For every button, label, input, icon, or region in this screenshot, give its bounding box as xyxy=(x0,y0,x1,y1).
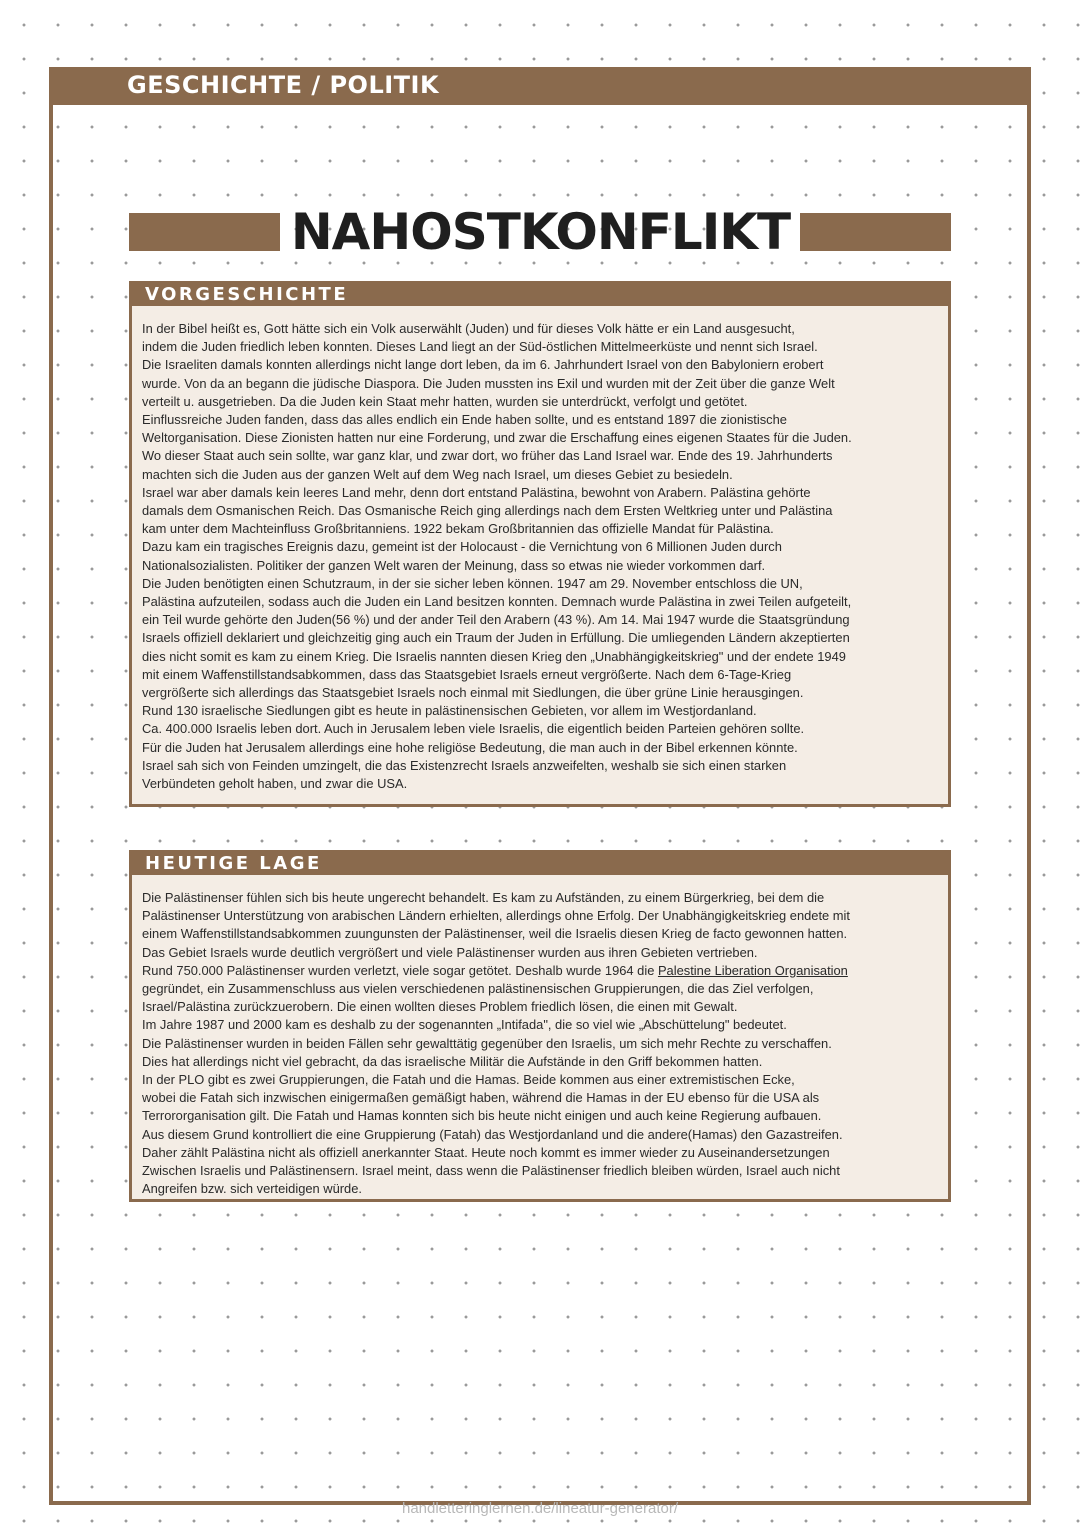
text-line xyxy=(142,1180,938,1198)
text-line xyxy=(142,925,938,943)
text-line-content: Aus diesem Grund kontrolliert die eine Gruppierung (Fatah) das Westjordanland und die andere(Hamas) den Gazastreifen. xyxy=(142,1126,843,1142)
text-line-content: vergrößerte sich allerdings das Staatsgebiet Israels noch einmal mit Siedlungen, die über grüne Linie herausgingen. xyxy=(142,685,804,701)
text-line xyxy=(142,944,938,962)
subject-header-bar xyxy=(49,67,1031,105)
text-line-content: In der PLO gibt es zwei Gruppierungen, die Fatah und die Hamas. Beide kommen aus einer extremistischen Ecke, xyxy=(142,1072,795,1088)
text-line xyxy=(142,629,938,647)
text-line-content: Dazu kam ein tragisches Ereignis dazu, gemeint ist der Holocaust - die Vernichtung von 6 Millionen Juden durch xyxy=(142,539,782,555)
text-line xyxy=(142,393,938,411)
text-line xyxy=(142,889,938,907)
title-decor-right xyxy=(800,213,951,251)
text-line xyxy=(142,907,938,925)
section-heading: VORGESCHICHTE xyxy=(132,284,948,306)
text-line-content: Israel sah sich von Feinden umzingelt, die das Existenzrecht Israels anzweifelten, weshalb sie sich einen starken xyxy=(142,757,787,773)
text-line-content: Daher zählt Palästina nicht als offiziell anerkannter Staat. Heute noch kommt es immer wieder zu Auseinandersetzungen xyxy=(142,1144,830,1160)
text-line xyxy=(142,575,938,593)
plo-link[interactable]: Palestine Liberation Organisation xyxy=(657,962,848,978)
text-line-content: Palästina aufzuteilen, sodass auch die Juden ein Land besitzen konnten. Demnach wurde Palästina in zwei Teilen aufgeteilt, xyxy=(142,594,852,610)
text-line-content: Israel war aber damals kein leeres Land mehr, denn dort entstand Palästina, bewohnt von Arabern. Palästina gehörte xyxy=(142,484,811,500)
text-line xyxy=(142,1162,938,1180)
text-line xyxy=(142,1144,938,1162)
text-line-content: einem Waffenstillstandsabkommen zuungunsten der Palästinenser, weil die Israelis diesen Krieg de facto gewonnen hatten. xyxy=(142,926,848,942)
text-line xyxy=(142,1071,938,1089)
text-line xyxy=(142,720,938,738)
text-line xyxy=(142,447,938,465)
text-line xyxy=(142,466,938,484)
text-line xyxy=(142,757,938,775)
section-vorgeschichte xyxy=(129,281,951,807)
title-decor-left xyxy=(129,213,280,251)
text-line-content: Israel/Palästina zurückzuerobern. Die einen wollten dieses Problem friedlich lösen, die einen mit Gewalt. xyxy=(142,999,738,1015)
text-line xyxy=(142,998,938,1016)
text-line xyxy=(142,1016,938,1034)
text-line-content: Das Gebiet Israels wurde deutlich vergrößert und viele Palästinenser wurden aus ihren Gebieten vertrieben. xyxy=(142,944,758,960)
text-line-content: gegründet, ein Zusammenschluss aus vielen verschiedenen palästinensischen Gruppierungen, die das Ziel verfolgen, xyxy=(142,981,814,997)
text-line-content: Palästinenser Unterstützung von arabischen Ländern erhielten, allerdings ohne Erfolg. Der Unabhängigkeitskrieg endete mit xyxy=(142,908,850,924)
text-line xyxy=(142,775,938,793)
text-line xyxy=(142,702,938,720)
text-line xyxy=(142,1035,938,1053)
text-line-content: kam unter dem Machteinfluss Großbritanniens. 1922 bekam Großbritannien das offizielle Mandat für Palästina. xyxy=(142,521,774,537)
text-line-content: dies nicht somit es kam zu einem Krieg. Die Israelis nannten diesen Krieg den „Unabhängigkeitskrieg" und der endete 1949 xyxy=(142,648,846,664)
subject-label: GESCHICHTE / POLITIK xyxy=(127,71,440,99)
text-line xyxy=(142,502,938,520)
text-line-content: Weltorganisation. Diese Zionisten hatten nur eine Forderung, und zwar die Erschaffung eines eigenen Staates für die Juden. xyxy=(142,430,852,446)
section-heutige-lage xyxy=(129,850,951,1202)
text-line-content: indem die Juden friedlich leben konnten. Dieses Land liegt an der Süd-östlichen Mittelmeerküste und nennt sich Israel. xyxy=(142,339,818,355)
text-line xyxy=(142,356,938,374)
text-line xyxy=(142,520,938,538)
text-line-content: Ca. 400.000 Israelis leben dort. Auch in Jerusalem leben viele Israelis, die eigentlich beiden Parteien gehören sollte. xyxy=(142,721,805,737)
section-heading: HEUTIGE LAGE xyxy=(132,853,948,875)
text-line-content: mit einem Waffenstillstandsabkommen, dass das Staatsgebiet Israels erneut vergrößerte. Nach dem 6-Tage-Krieg xyxy=(142,666,792,682)
text-line xyxy=(142,1107,938,1125)
text-line-content: Rund 750.000 Palästinenser wurden verletzt, viele sogar getötet. Deshalb wurde 1964 die xyxy=(142,962,658,978)
text-line-content: Verbündeten geholt haben, und zwar die USA. xyxy=(142,776,408,792)
text-line xyxy=(142,1089,938,1107)
text-line-content: verteilt u. ausgetrieben. Da die Juden kein Staat mehr hatten, wurden sie unterdrückt, verfolgt und getötet. xyxy=(142,393,748,409)
text-line-content: Terrororganisation gilt. Die Fatah und Hamas konnten sich bis heute nicht einigen und auch keine Regierung aufbauen. xyxy=(142,1108,822,1124)
text-line-content: Nationalsozialisten. Politiker der ganzen Welt waren der Meinung, dass so etwas nie wieder vorkommen darf. xyxy=(142,557,766,573)
page-title: NAHOSTKONFLIKT xyxy=(290,203,791,261)
text-line xyxy=(142,411,938,429)
text-line-content: Einflussreiche Juden fanden, dass das alles endlich ein Ende haben sollte, und es entstand 1897 die zionistische xyxy=(142,412,787,428)
text-line xyxy=(142,980,938,998)
text-line xyxy=(142,611,938,629)
text-line-content: ein Teil wurde gehörte den Juden(56 %) und der ander Teil den Arabern (43 %). Am 14. Mai 1947 wurde die Staatsgründung xyxy=(142,612,850,628)
text-line-content: Die Palästinenser fühlen sich bis heute ungerecht behandelt. Es kam zu Aufständen, zu einem Bürgerkrieg, bei dem die xyxy=(142,890,825,905)
text-line-content: damals dem Osmanischen Reich. Das Osmanische Reich ging allerdings nach dem Ersten Weltkrieg unter und Palästina xyxy=(142,503,833,519)
text-line-content: Die Israeliten damals konnten allerdings nicht lange dort leben, da im 6. Jahrhundert Israel von den Babyloniern erobert xyxy=(142,357,824,373)
text-line xyxy=(142,648,938,666)
text-line-content: Rund 130 israelische Siedlungen gibt es heute in palästinensischen Gebieten, vor allem im Westjordanland. xyxy=(142,703,757,719)
text-line xyxy=(142,484,938,502)
text-line xyxy=(142,593,938,611)
text-line xyxy=(142,375,938,393)
text-line xyxy=(142,739,938,757)
text-line-content: wobei die Fatah sich inzwischen einigermaßen gemäßigt haben, während die Hamas in der EU ebenso für die USA als xyxy=(142,1090,820,1106)
text-line xyxy=(142,1053,938,1071)
text-line-content: Dies hat allerdings nicht viel gebracht, da das israelische Militär die Aufstände in den Griff bekommen hatten. xyxy=(142,1053,763,1069)
text-line-content: In der Bibel heißt es, Gott hätte sich ein Volk auserwählt (Juden) und für dieses Volk hätte er ein Land ausgesucht, xyxy=(142,321,795,336)
text-line xyxy=(142,666,938,684)
text-line xyxy=(142,962,938,980)
text-line-content: machten sich die Juden aus der ganzen Welt auf dem Weg nach Israel, um dieses Gebiet zu besiedeln. xyxy=(142,466,733,482)
text-line-content: Im Jahre 1987 und 2000 kam es deshalb zu der sogenannten „Intifada", die so viel wie „Abschüttelung" bedeutet. xyxy=(142,1017,787,1033)
text-line-content: Die Juden benötigten einen Schutzraum, in der sie sicher leben können. 1947 am 29. November entschloss die UN, xyxy=(142,575,803,591)
footer-url: handletteringlernen.de/lineatur-generator/ xyxy=(401,1500,679,1517)
text-line-content: Für die Juden hat Jerusalem allerdings eine hohe religiöse Bedeutung, die man auch in der Bibel erkennen könnte. xyxy=(142,739,798,755)
text-line xyxy=(142,538,938,556)
text-line xyxy=(142,320,938,338)
text-line xyxy=(142,429,938,447)
text-line-content: Zwischen Israelis und Palästinensern. Israel meint, dass wenn die Palästinenser friedlich bleiben würden, Israel auch nicht xyxy=(142,1163,840,1179)
text-line-content: wurde. Von da an begann die jüdische Diaspora. Die Juden mussten ins Exil und wurden mit der Zeit über die ganze Welt xyxy=(142,375,835,391)
text-line-content: Israels offiziell deklariert und gleichzeitig ging auch ein Traum der Juden in Erfüllung. Die umliegenden Ländern akzeptierten xyxy=(142,630,850,646)
text-line xyxy=(142,1126,938,1144)
section-body xyxy=(132,875,948,1198)
text-line-content: Angreifen bzw. sich verteidigen würde. xyxy=(142,1181,362,1197)
text-line xyxy=(142,557,938,575)
section-body xyxy=(132,306,948,793)
text-line xyxy=(142,338,938,356)
text-line xyxy=(142,684,938,702)
text-line-content: Wo dieser Staat auch sein sollte, war ganz klar, und zwar dort, wo früher das Land Israel war. Ende des 19. Jahrhunderts xyxy=(142,448,833,464)
text-line-content: Die Palästinenser wurden in beiden Fällen sehr gewalttätig gegenüber den Israelis, um sich mehr Rechte zu verschaffen. xyxy=(142,1035,832,1051)
